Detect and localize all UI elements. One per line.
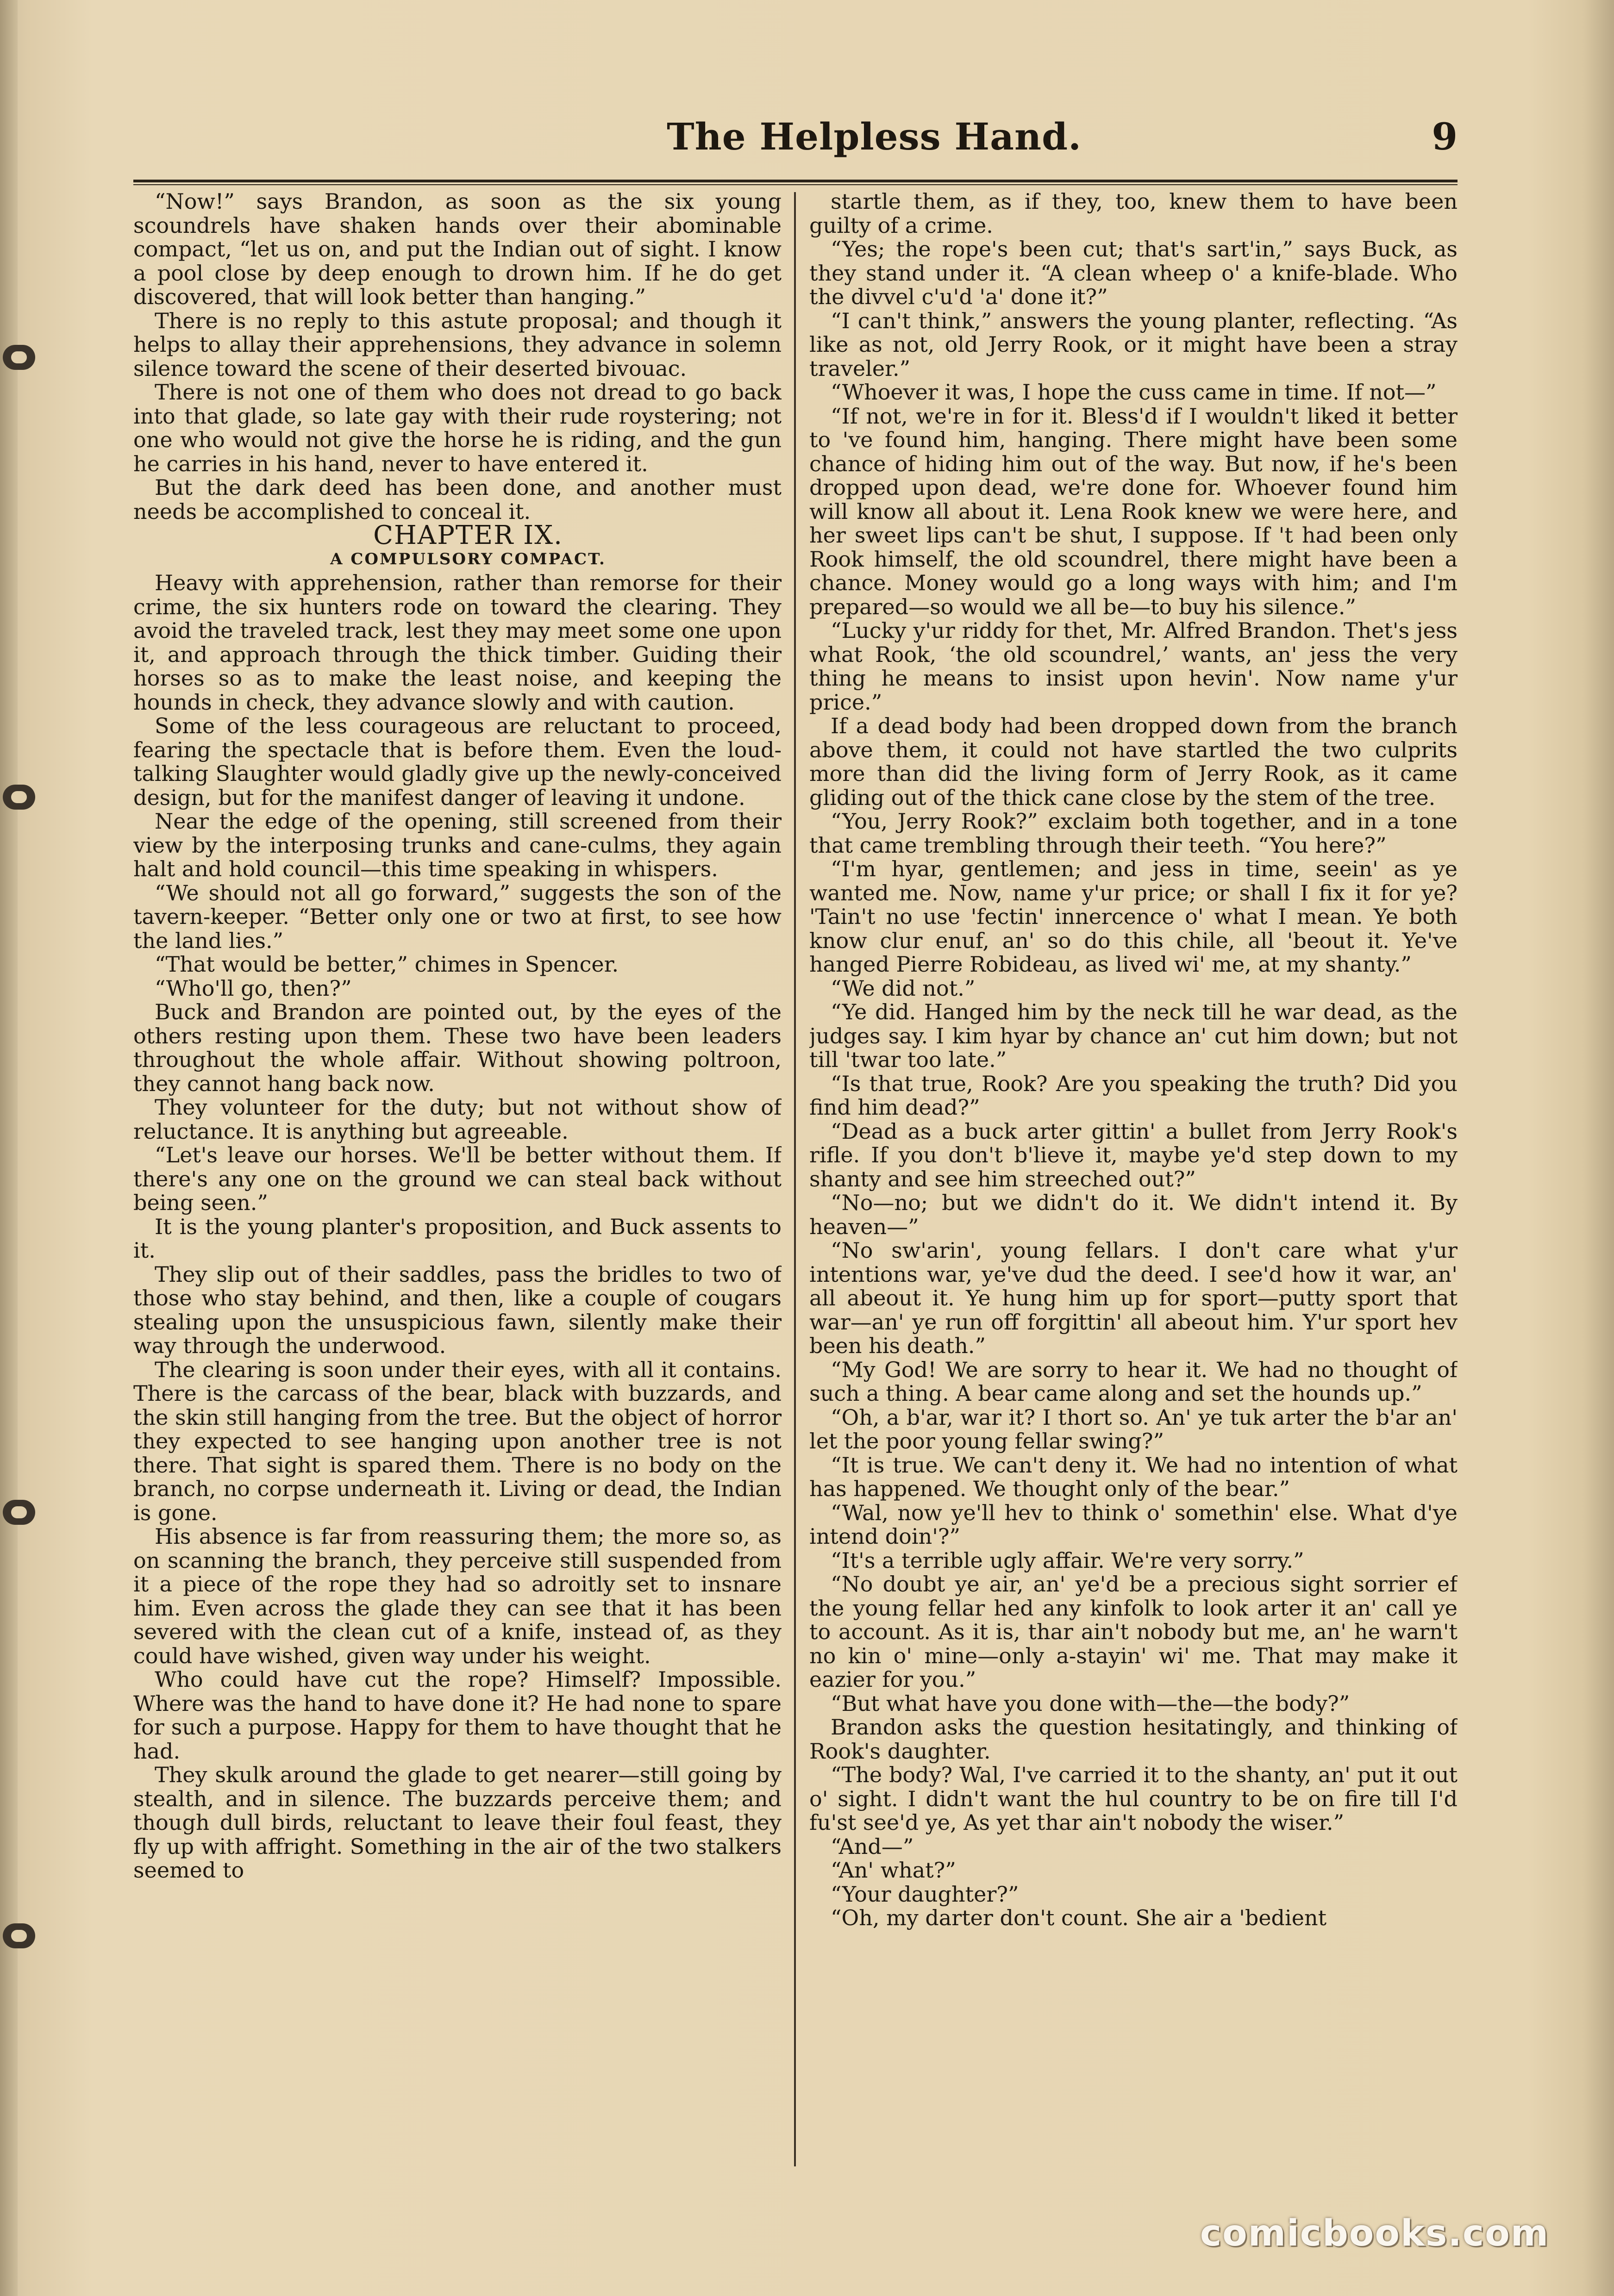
paragraph: “Whoever it was, I hope the cuss came in time. If not—” — [831, 380, 1437, 405]
paragraph: Brandon asks the question hesitatingly, and thinking of Rook's daughter. — [809, 1715, 1458, 1764]
paragraph: They volunteer for the duty; but not without show of reluctance. It is anything but agreeable. — [133, 1095, 782, 1144]
paragraph: “And—” — [831, 1834, 914, 1859]
page-number: 9 — [1432, 115, 1458, 158]
paragraph: His absence is far from reassuring them; the more so, as on scanning the branch, they perceive still suspended from it a piece of the rope they had so adroitly set to insnare him. Even across the glade they can see that it has been severed with the clean cut of a knife, instead of, as they could have wished, given way under his weight. — [133, 1524, 782, 1668]
left-text-before — [133, 190, 782, 524]
paragraph: But the dark deed has been done, and another must needs be accomplished to conceal it. — [133, 475, 782, 524]
paragraph: “No sw'arin', young fellars. I don't care what y'ur intentions war, ye've dud the deed. I see'd how it war, an' all abeout it. Ye hung him up for sport—putty sport that war—an' ye run off forgittin' all abeout him. Y'ur sport hev been his death.” — [809, 1238, 1458, 1358]
paragraph: There is no reply to this astute proposal; and though it helps to allay their apprehensions, they advance in solemn silence toward the scene of their deserted bivouac. — [133, 308, 782, 381]
chapter-heading: CHAPTER IX. — [373, 520, 563, 550]
paragraph: Near the edge of the opening, still screened from their view by the interposing trunks and cane-culms, they again halt and hold council—this time speaking in whispers. — [133, 809, 782, 881]
left-column — [133, 190, 782, 2171]
paragraph: “An' what?” — [831, 1858, 956, 1883]
paragraph: “The body? Wal, I've carried it to the shanty, an' put it out o' sight. I didn't want the hul country to be on fire till I'd fu'st see'd ye, As yet thar ain't nobody the wiser.” — [809, 1762, 1458, 1835]
paragraph: “That would be better,” chimes in Spencer. — [155, 952, 619, 977]
paragraph: “It is true. We can't deny it. We had no intention of what has happened. We thought only of the bear.” — [809, 1452, 1458, 1501]
paragraph: They slip out of their saddles, pass the bridles to two of those who stay behind, and then, like a couple of cougars stealing upon the unsuspicious fawn, silently make their way through the underwood. — [133, 1261, 782, 1358]
paragraph: “Yes; the rope's been cut; that's sart'in,” says Buck, as they stand under it. “A clean wheep o' a knife-blade. Who the divvel c'u'd 'a' done it?” — [809, 237, 1458, 309]
header-rule-thin — [133, 184, 1458, 185]
paragraph: “We did not.” — [831, 975, 976, 1001]
paragraph: “We should not all go forward,” suggests the son of the tavern-keeper. “Better only one or two at first, to see how the land lies.” — [133, 880, 782, 953]
paragraph: “If not, we're in for it. Bless'd if I wouldn't liked it better to 've found him, hanging. There might have been some chance of hiding him out of the way. But now, if he's been dropped upon dead, we're done for. Whoever found him will know all about it. Lena Rook knew we were here, and her sweet lips can't be shut, I suppose. If 't had been only Rook himself, the old scoundrel, there might have been a chance. Money would go a long ways with him; and I'm prepared—so would we all be—to buy his silence.” — [809, 403, 1458, 619]
paragraph: “Lucky y'ur riddy for thet, Mr. Alfred Brandon. Thet's jess what Rook, ‘the old scoundrel,’ wants, an' jess the very thing he means to insist upon hevin'. Now name y'ur price.” — [809, 618, 1458, 715]
paragraph: startle them, as if they, too, knew them to have been guilty of a crime. — [809, 190, 1458, 238]
paragraph: “You, Jerry Rook?” exclaim both together, and in a tone that came trembling through their teeth. “You here?” — [809, 809, 1458, 858]
paragraph: “Your daughter?” — [831, 1881, 1019, 1907]
running-header — [133, 115, 1458, 170]
watermark: comicbooks.com — [1200, 2213, 1549, 2254]
right-column — [809, 190, 1458, 2171]
paragraph: “Ye did. Hanged him by the neck till he war dead, as the judges say. I kim hyar by chance an' cut him down; but not till 'twar too late.” — [809, 999, 1458, 1072]
right-text — [809, 190, 1458, 1930]
paragraph: “Let's leave our horses. We'll be better without them. If there's any one on the ground we can steal back without being seen.” — [133, 1142, 782, 1215]
paragraph: “But what have you done with—the—the body?” — [831, 1691, 1350, 1716]
paragraph: “I can't think,” answers the young planter, reflecting. “As like as not, old Jerry Rook, or it might have been a stray traveler.” — [809, 308, 1458, 381]
paragraph: “Now!” says Brandon, as soon as the six young scoundrels have shaken hands over their abominable compact, “let us on, and put the Indian out of sight. I know a pool close by deep enough to drown him. If he do get discovered, that will look better than hanging.” — [133, 190, 782, 309]
paragraph: “Is that true, Rook? Are you speaking the truth? Did you find him dead?” — [809, 1071, 1458, 1120]
paragraph: “My God! We are sorry to hear it. We had no thought of such a thing. A bear came along and set the hounds up.” — [809, 1357, 1458, 1406]
left-text-after — [133, 571, 782, 1883]
column-divider — [794, 192, 796, 2166]
binding-stitch — [3, 1500, 35, 1525]
paragraph: “Oh, a b'ar, war it? I thort so. An' ye tuk arter the b'ar an' let the poor young fellar swing?” — [809, 1404, 1458, 1454]
paragraph: “Dead as a buck arter gittin' a bullet from Jerry Rook's rifle. If you don't b'lieve it, maybe ye'd step down to my shanty and see him streeched out?” — [809, 1118, 1458, 1192]
binding-spine — [0, 0, 18, 2296]
paragraph: “I'm hyar, gentlemen; and jess in time, seein' as ye wanted me. Now, name y'ur price; or shall I fix it for ye? 'Tain't no use 'fectin' innercence o' what I mean. Ye both know clur enuf, an' so do this chile, all 'beout it. Ye've hanged Pierre Robideau, as lived wi' me, at my shanty.” — [809, 856, 1458, 977]
paragraph: They skulk around the glade to get nearer—still going by stealth, and in silence. The buzzards perceive them; and though dull birds, reluctant to leave their foul feast, they fly up with affright. Something in the air of the two stalkers seemed to — [133, 1762, 782, 1883]
binding-stitch — [3, 1923, 35, 1948]
paragraph: Some of the less courageous are reluctant to proceed, fearing the spectacle that is before them. Even the loud-talking Slaughter would gladly give up the newly-conceived design, but for the manifest danger of leaving it undone. — [133, 713, 782, 810]
paragraph: “No doubt ye air, an' ye'd be a precious sight sorrier ef the young fellar hed any kinfolk to look arter it an' call ye to account. As it is, thar ain't nobody but me, an' he warn't no kin o' mine—only a-stayin' wi' me. That may make it eazier for you.” — [809, 1572, 1458, 1692]
paragraph: It is the young planter's proposition, and Buck assents to it. — [133, 1214, 782, 1263]
paragraph: “Who'll go, then?” — [155, 975, 352, 1001]
binding-stitch — [3, 785, 35, 810]
running-title: The Helpless Hand. — [667, 115, 1082, 158]
paragraph: Buck and Brandon are pointed out, by the eyes of the others resting upon them. These two have been leaders throughout the whole affair. Without showing poltroon, they cannot hang back now. — [133, 999, 782, 1096]
chapter-subtitle: A COMPULSORY COMPACT. — [330, 549, 606, 568]
paragraph: “Oh, my darter don't count. She air a 'bedient — [831, 1905, 1327, 1930]
binding-stitch — [3, 345, 35, 370]
header-rule — [133, 180, 1458, 182]
paragraph: Who could have cut the rope? Himself? Impossible. Where was the hand to have done it? He had none to spare for such a purpose. Happy for them to have thought that he had. — [133, 1667, 782, 1764]
paragraph: If a dead body had been dropped down from the branch above them, it could not have startled the two culprits more than did the living form of Jerry Rook, as it came gliding out of the thick cane close by the stem of the tree. — [809, 713, 1458, 810]
paragraph: Heavy with apprehension, rather than remorse for their crime, the six hunters rode on toward the clearing. They avoid the traveled track, lest they may meet some one upon it, and approach through the thick timber. Guiding their horses so as to make the least noise, and keeping the hounds in check, they advance slowly and with caution. — [133, 570, 782, 715]
paragraph: “It's a terrible ugly affair. We're very sorry.” — [831, 1547, 1304, 1573]
paragraph: There is not one of them who does not dread to go back into that glade, so late gay with their rude roystering; not one who would not give the horse he is riding, and the gun he carries in his hand, never to have entered it. — [133, 380, 782, 476]
paragraph: “No—no; but we didn't do it. We didn't intend it. By heaven—” — [809, 1190, 1458, 1239]
paragraph: The clearing is soon under their eyes, with all it contains. There is the carcass of the bear, black with buzzards, and the skin still hanging from the tree. But the object of horror they expected to see hanging upon another tree is not there. That sight is spared them. There is no body on the branch, no corpse underneath it. Living or dead, the Indian is gone. — [133, 1357, 782, 1525]
paragraph: “Wal, now ye'll hev to think o' somethin' else. What d'ye intend doin'?” — [809, 1500, 1458, 1549]
